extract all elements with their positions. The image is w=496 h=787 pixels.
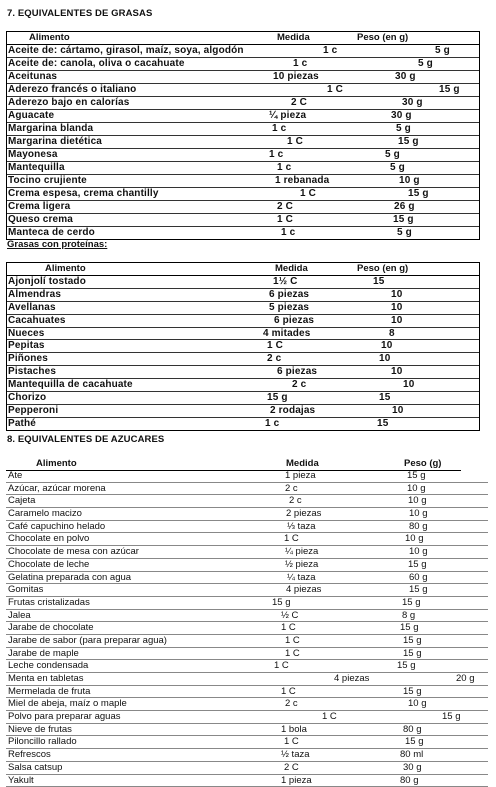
measure-cell: 6 piezas	[277, 366, 317, 378]
weight-cell: 10	[403, 379, 414, 391]
weight-cell: 5 g	[435, 45, 450, 57]
table-row	[6, 470, 488, 483]
measure-cell: ½ C	[281, 610, 298, 622]
table-row	[6, 495, 488, 508]
measure-cell: 4 piezas	[334, 673, 369, 685]
weight-cell: 15 g	[403, 635, 422, 647]
weight-cell: 15	[379, 392, 390, 404]
table-row	[7, 328, 479, 341]
table-header	[7, 263, 479, 276]
food-name-cell: Chocolate de mesa con azúcar	[8, 546, 139, 558]
header-alimento: Alimento	[45, 263, 86, 275]
food-name-cell: Refrescos	[8, 749, 51, 761]
table-row	[7, 201, 479, 214]
table-row	[6, 546, 488, 559]
food-name-cell: Azúcar, azúcar morena	[8, 483, 106, 495]
measure-cell: 1 c	[272, 123, 286, 135]
table-row	[6, 711, 488, 724]
table-row	[7, 123, 479, 136]
food-name-cell: Pepitas	[8, 340, 45, 352]
measure-cell: 1 C	[281, 622, 296, 634]
weight-cell: 10 g	[405, 533, 424, 545]
table-row	[7, 188, 479, 201]
table-row	[6, 698, 488, 711]
measure-cell: ¼ taza	[287, 572, 316, 584]
weight-cell: 10	[379, 353, 390, 365]
table-row	[6, 686, 488, 699]
weight-cell: 30 g	[395, 71, 416, 83]
food-name-cell: Jalea	[8, 610, 31, 622]
weight-cell: 15 g	[408, 559, 427, 571]
food-name-cell: Menta en tabletas	[8, 673, 84, 685]
measure-cell: 1 C	[267, 340, 283, 352]
food-name-cell: Ate	[8, 470, 22, 482]
food-name-cell: Chorizo	[8, 392, 46, 404]
weight-cell: 5 g	[385, 149, 400, 161]
table-row	[6, 572, 488, 585]
table-row	[6, 521, 488, 534]
food-name-cell: Aguacate	[8, 110, 54, 122]
measure-cell: 1 pieza	[281, 775, 312, 787]
section-7-title: 7. EQUIVALENTES DE GRASAS	[7, 8, 152, 19]
weight-cell: 10 g	[409, 508, 428, 520]
table-row	[7, 97, 479, 110]
table-row	[7, 418, 479, 430]
measure-cell: 1 C	[300, 188, 316, 200]
table-row	[7, 58, 479, 71]
table-header	[7, 32, 479, 45]
weight-cell: 15 g	[405, 736, 424, 748]
measure-cell: 2 C	[284, 762, 299, 774]
measure-cell: 6 piezas	[269, 289, 309, 301]
food-name-cell: Margarina blanda	[8, 123, 93, 135]
table-row	[7, 84, 479, 97]
measure-cell: 4 piezas	[286, 584, 321, 596]
header-medida: Medida	[277, 32, 310, 44]
table-row	[7, 45, 479, 58]
food-name-cell: Nieve de frutas	[8, 724, 72, 736]
table-row	[7, 214, 479, 227]
food-name-cell: Jarabe de chocolate	[8, 622, 94, 634]
weight-cell: 10 g	[399, 175, 420, 187]
weight-cell: 15	[377, 418, 388, 430]
food-name-cell: Aceitunas	[8, 71, 57, 83]
food-name-cell: Tocino crujiente	[8, 175, 87, 187]
measure-cell: 1 rebanada	[275, 175, 329, 187]
weight-cell: 15 g	[393, 214, 414, 226]
food-name-cell: Cajeta	[8, 495, 35, 507]
table-row	[6, 559, 488, 572]
weight-cell: 20 g	[456, 673, 475, 685]
weight-cell: 15	[373, 276, 384, 288]
food-name-cell: Crema espesa, crema chantilly	[8, 188, 159, 200]
weight-cell: 10 g	[408, 698, 427, 710]
food-name-cell: Chocolate de leche	[8, 559, 89, 571]
table-row	[7, 227, 479, 239]
measure-cell: 1 C	[322, 711, 337, 723]
table-row	[7, 276, 479, 289]
weight-cell: 10	[381, 340, 392, 352]
measure-cell: 1½ C	[273, 276, 298, 288]
fats-with-protein-table	[6, 262, 480, 431]
weight-cell: 5 g	[396, 123, 411, 135]
food-name-cell: Yakult	[8, 775, 34, 787]
measure-cell: 5 piezas	[269, 302, 309, 314]
measure-cell: 4 mitades	[263, 328, 310, 340]
header-medida: Medida	[286, 458, 319, 470]
food-name-cell: Mantequilla	[8, 162, 65, 174]
measure-cell: ¼ pieza	[285, 546, 318, 558]
table-row	[6, 736, 488, 749]
weight-cell: 15 g	[402, 597, 421, 609]
food-name-cell: Mayonesa	[8, 149, 58, 161]
measure-cell: 15 g	[267, 392, 288, 404]
measure-cell: 1 C	[274, 660, 289, 672]
table-row	[7, 392, 479, 405]
food-name-cell: Frutas cristalizadas	[8, 597, 90, 609]
table-row	[7, 366, 479, 379]
table-row	[6, 648, 488, 661]
measure-cell: 2 piezas	[286, 508, 321, 520]
weight-cell: 80 g	[400, 775, 419, 787]
table-row	[6, 508, 488, 521]
table-row	[7, 162, 479, 175]
fat-equivalents-table	[6, 31, 480, 240]
measure-cell: 2 rodajas	[270, 405, 315, 417]
food-name-cell: Café capuchino helado	[8, 521, 105, 533]
table-row	[6, 762, 488, 775]
table-row	[6, 749, 488, 762]
measure-cell: 1 c	[293, 58, 307, 70]
table-row	[7, 302, 479, 315]
measure-cell: 2 c	[285, 483, 298, 495]
food-name-cell: Piloncillo rallado	[8, 736, 77, 748]
weight-cell: 80 g	[403, 724, 422, 736]
table-row	[6, 597, 488, 610]
header-peso: Peso (en g)	[357, 263, 408, 275]
weight-cell: 30 g	[402, 97, 423, 109]
weight-cell: 15 g	[439, 84, 460, 96]
food-name-cell: Ajonjolí tostado	[8, 276, 86, 288]
food-name-cell: Leche condensada	[8, 660, 88, 672]
header-medida: Medida	[275, 263, 308, 275]
table-row	[7, 340, 479, 353]
weight-cell: 26 g	[394, 201, 415, 213]
food-name-cell: Pistaches	[8, 366, 56, 378]
measure-cell: ½ taza	[281, 749, 310, 761]
food-name-cell: Queso crema	[8, 214, 73, 226]
weight-cell: 10 g	[407, 483, 426, 495]
measure-cell: 6 piezas	[274, 315, 314, 327]
weight-cell: 15 g	[403, 648, 422, 660]
table-row	[6, 533, 488, 546]
table-row	[6, 775, 488, 787]
food-name-cell: Margarina dietética	[8, 136, 102, 148]
food-name-cell: Salsa catsup	[8, 762, 62, 774]
table-row	[7, 379, 479, 392]
measure-cell: 1 c	[277, 162, 291, 174]
table-row	[6, 584, 488, 597]
food-name-cell: Aceite de: canola, oliva o cacahuate	[8, 58, 185, 70]
food-name-cell: Miel de abeja, maíz o maple	[8, 698, 127, 710]
table-row	[6, 610, 488, 623]
food-name-cell: Mermelada de fruta	[8, 686, 90, 698]
table-row	[6, 673, 488, 686]
weight-cell: 15 g	[403, 686, 422, 698]
table-row	[7, 315, 479, 328]
measure-cell: ⅓ taza	[287, 521, 316, 533]
weight-cell: 10	[391, 366, 402, 378]
weight-cell: 30 g	[403, 762, 422, 774]
weight-cell: 30 g	[391, 110, 412, 122]
food-name-cell: Gomitas	[8, 584, 43, 596]
weight-cell: 15 g	[398, 136, 419, 148]
measure-cell: 1 c	[265, 418, 279, 430]
weight-cell: 8 g	[402, 610, 415, 622]
weight-cell: 15 g	[408, 188, 429, 200]
header-peso: Peso (g)	[404, 458, 441, 470]
food-name-cell: Piñones	[8, 353, 48, 365]
food-name-cell: Gelatina preparada con agua	[8, 572, 131, 584]
weight-cell: 10	[391, 289, 402, 301]
food-name-cell: Avellanas	[8, 302, 56, 314]
food-name-cell: Aceite de: cártamo, girasol, maíz, soya, algodón	[8, 45, 244, 57]
food-name-cell: Cacahuates	[8, 315, 66, 327]
weight-cell: 5 g	[418, 58, 433, 70]
food-name-cell: Aderezo bajo en calorías	[8, 97, 129, 109]
food-name-cell: Manteca de cerdo	[8, 227, 95, 239]
table-row	[7, 405, 479, 418]
measure-cell: 2 C	[277, 201, 293, 213]
weight-cell: 10	[391, 315, 402, 327]
weight-cell: 15 g	[400, 622, 419, 634]
fats-with-protein-title: Grasas con proteínas:	[7, 239, 107, 250]
measure-cell: 1 c	[323, 45, 337, 57]
weight-cell: 15 g	[407, 470, 426, 482]
weight-cell: 10	[391, 302, 402, 314]
food-name-cell: Chocolate en polvo	[8, 533, 89, 545]
section-8-title: 8. EQUIVALENTES DE AZUCARES	[7, 434, 164, 445]
measure-cell: 1 pieza	[285, 470, 316, 482]
measure-cell: 1 C	[284, 736, 299, 748]
measure-cell: 1 C	[285, 635, 300, 647]
measure-cell: 2 c	[267, 353, 281, 365]
measure-cell: 2 c	[285, 698, 298, 710]
food-name-cell: Polvo para preparar aguas	[8, 711, 121, 723]
measure-cell: 1 C	[277, 214, 293, 226]
weight-cell: 15 g	[409, 584, 428, 596]
measure-cell: 1 C	[327, 84, 343, 96]
table-row	[7, 110, 479, 123]
measure-cell: 1 C	[285, 648, 300, 660]
measure-cell: 2 c	[289, 495, 302, 507]
table-row	[7, 289, 479, 302]
table-row	[6, 660, 488, 673]
weight-cell: 5 g	[397, 227, 412, 239]
table-row	[6, 635, 488, 648]
weight-cell: 15 g	[397, 660, 416, 672]
food-name-cell: Mantequilla de cacahuate	[8, 379, 133, 391]
weight-cell: 8	[389, 328, 395, 340]
weight-cell: 80 g	[409, 521, 428, 533]
food-name-cell: Nueces	[8, 328, 44, 340]
measure-cell: 1 C	[284, 533, 299, 545]
weight-cell: 15 g	[442, 711, 461, 723]
header-alimento: Alimento	[29, 32, 70, 44]
food-name-cell: Jarabe de sabor (para preparar agua)	[8, 635, 167, 647]
sugar-equivalents-table	[6, 458, 488, 787]
table-row	[6, 483, 488, 496]
table-row	[7, 149, 479, 162]
food-name-cell: Almendras	[8, 289, 61, 301]
measure-cell: 10 piezas	[273, 71, 319, 83]
measure-cell: ¼ pieza	[269, 110, 306, 122]
table-row	[6, 622, 488, 635]
weight-cell: 10 g	[409, 546, 428, 558]
measure-cell: 2 C	[291, 97, 307, 109]
food-name-cell: Crema ligera	[8, 201, 70, 213]
food-name-cell: Pathé	[8, 418, 36, 430]
measure-cell: 1 c	[281, 227, 295, 239]
measure-cell: ½ pieza	[285, 559, 318, 571]
measure-cell: 2 c	[292, 379, 306, 391]
weight-cell: 60 g	[409, 572, 428, 584]
table-row	[7, 175, 479, 188]
measure-cell: 15 g	[272, 597, 291, 609]
food-name-cell: Pepperoni	[8, 405, 58, 417]
table-row	[7, 353, 479, 366]
food-name-cell: Aderezo francés o italiano	[8, 84, 136, 96]
weight-cell: 10 g	[408, 495, 427, 507]
table-header	[6, 458, 488, 470]
table-row	[6, 724, 488, 737]
header-peso: Peso (en g)	[357, 32, 408, 44]
weight-cell: 80 ml	[400, 749, 423, 761]
weight-cell: 10	[392, 405, 403, 417]
measure-cell: 1 C	[281, 686, 296, 698]
header-alimento: Alimento	[36, 458, 77, 470]
measure-cell: 1 bola	[281, 724, 307, 736]
weight-cell: 5 g	[390, 162, 405, 174]
measure-cell: 1 c	[269, 149, 283, 161]
table-row	[7, 71, 479, 84]
food-name-cell: Jarabe de maple	[8, 648, 79, 660]
food-name-cell: Caramelo macizo	[8, 508, 82, 520]
measure-cell: 1 C	[287, 136, 303, 148]
table-row	[7, 136, 479, 149]
